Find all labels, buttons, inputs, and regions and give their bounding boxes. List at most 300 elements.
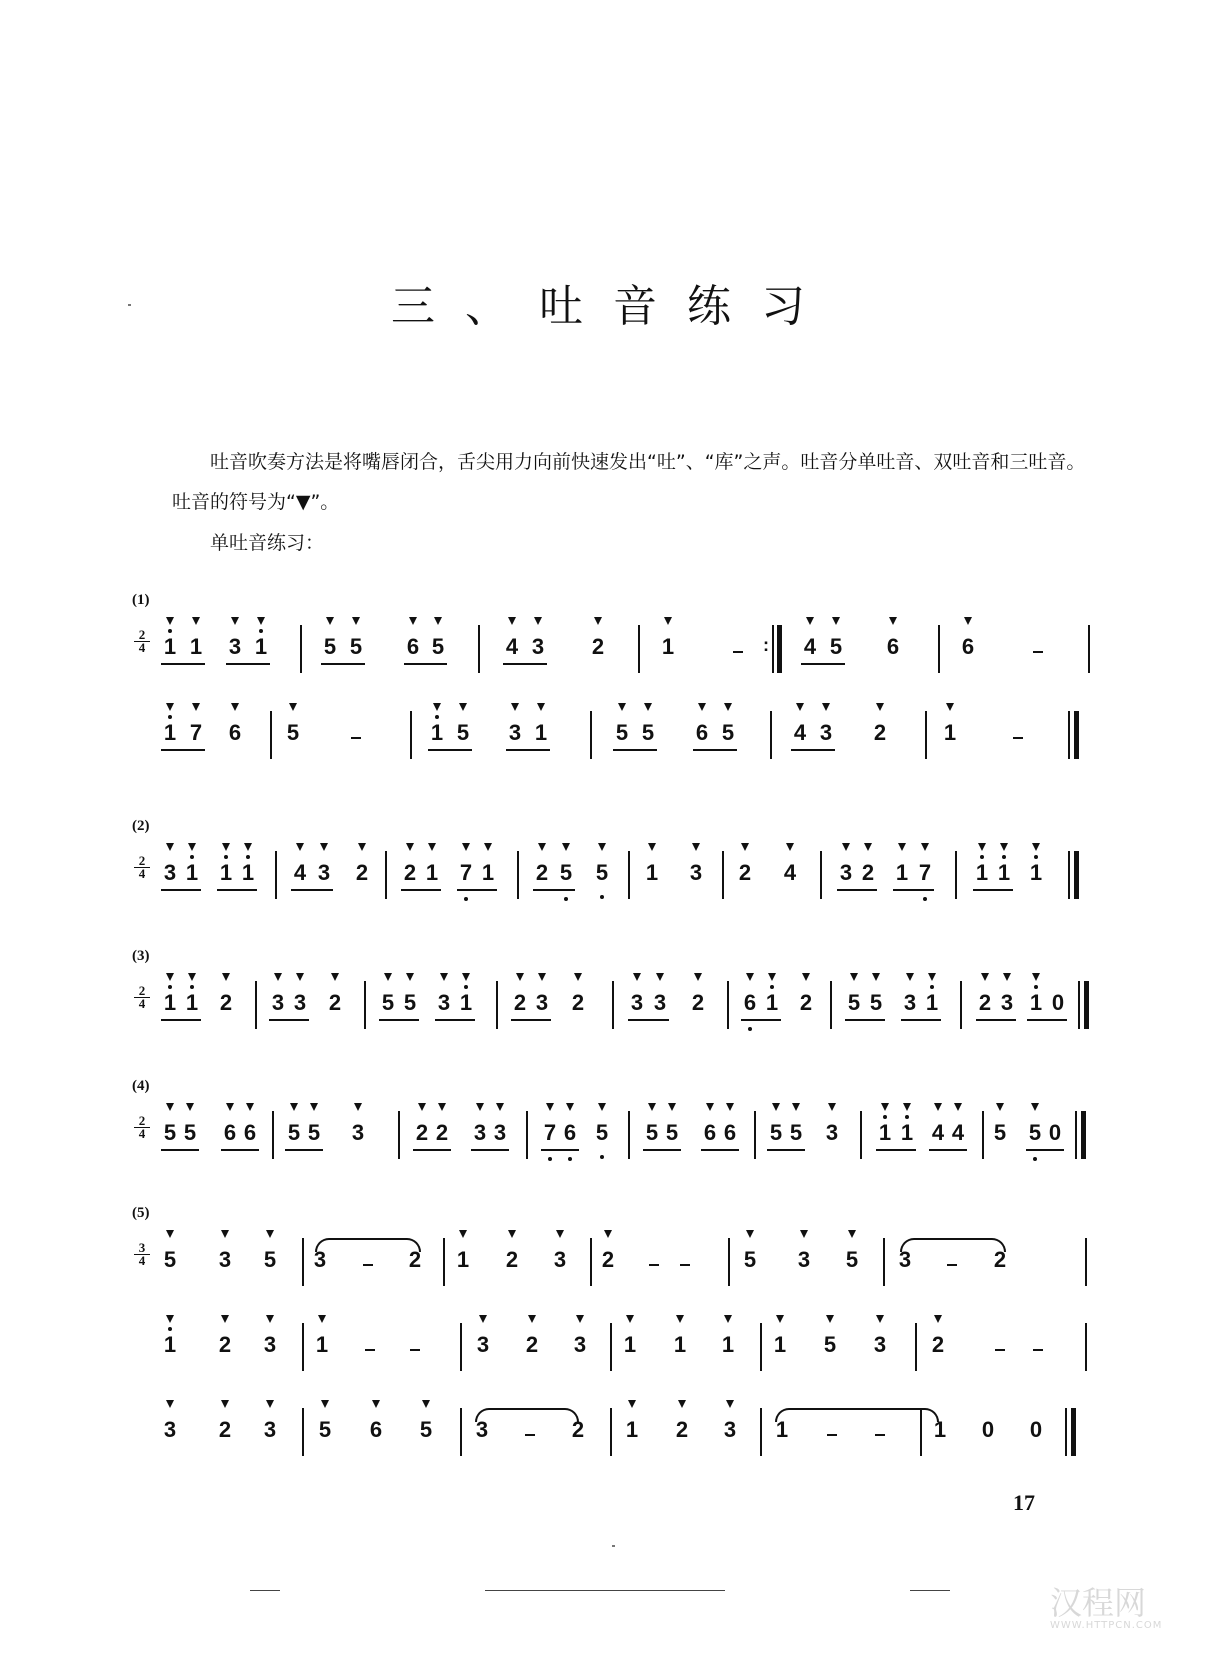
tongue-mark-icon xyxy=(576,1315,584,1323)
barline xyxy=(728,1238,730,1286)
tongue-mark-icon xyxy=(331,973,339,981)
tongue-mark-icon xyxy=(320,843,328,851)
tongue-mark-icon xyxy=(528,1315,536,1323)
eighth-underline xyxy=(1027,1019,1067,1021)
tongue-mark-icon xyxy=(628,1400,636,1408)
note-digit: 2 xyxy=(591,634,605,659)
note-digit: 1 xyxy=(623,1332,637,1357)
note-digit: 1 xyxy=(219,860,233,885)
eighth-underline xyxy=(221,1149,259,1151)
note-digit: 1 xyxy=(315,1332,329,1357)
note-digit: 1 xyxy=(241,860,255,885)
note-digit: 5 xyxy=(286,720,300,745)
eighth-underline xyxy=(217,889,257,891)
octave-dot-high-icon xyxy=(435,715,439,719)
tongue-mark-icon xyxy=(440,973,448,981)
note-digit: 3 xyxy=(535,990,549,1015)
tongue-mark-icon xyxy=(706,1103,714,1111)
tongue-mark-icon xyxy=(726,1400,734,1408)
note-digit: 2 xyxy=(535,860,549,885)
tongue-mark-icon xyxy=(648,843,656,851)
note-digit: 7 xyxy=(918,860,932,885)
tongue-mark-icon xyxy=(598,1103,606,1111)
footer-rule-center xyxy=(485,1590,725,1591)
tongue-mark-icon xyxy=(618,703,626,711)
extension-dash xyxy=(410,1349,420,1351)
note-digit: 1 xyxy=(900,1120,914,1145)
tongue-mark-icon xyxy=(954,1103,962,1111)
extension-dash xyxy=(525,1434,535,1436)
tongue-mark-icon xyxy=(222,843,230,851)
tongue-mark-icon xyxy=(594,617,602,625)
tongue-mark-icon xyxy=(274,973,282,981)
note-digit: 5 xyxy=(349,634,363,659)
tongue-mark-icon xyxy=(496,1103,504,1111)
tongue-mark-icon xyxy=(186,1103,194,1111)
note-digit: 5 xyxy=(769,1120,783,1145)
tongue-mark-icon xyxy=(479,1315,487,1323)
extension-dash xyxy=(1033,1349,1043,1351)
barline xyxy=(526,1111,528,1159)
note-digit: 1 xyxy=(775,1417,789,1442)
exercise-label: (1) xyxy=(132,592,150,608)
note-digit: 5 xyxy=(307,1120,321,1145)
note-digit: 4 xyxy=(803,634,817,659)
note-digit: 3 xyxy=(437,990,451,1015)
note-digit: 5 xyxy=(615,720,629,745)
eighth-underline xyxy=(613,749,657,751)
note-digit: 3 xyxy=(271,990,285,1015)
tongue-mark-icon xyxy=(792,1103,800,1111)
extension-dash xyxy=(365,1349,375,1351)
tongue-mark-icon xyxy=(826,1315,834,1323)
tongue-mark-icon xyxy=(534,617,542,625)
eighth-underline xyxy=(801,663,845,665)
eighth-underline xyxy=(976,1019,1016,1021)
eighth-underline xyxy=(269,1019,309,1021)
note-digit: 4 xyxy=(783,860,797,885)
octave-dot-low-icon xyxy=(600,895,604,899)
note-digit: 2 xyxy=(571,1417,585,1442)
barline xyxy=(385,851,387,899)
note-digit: 3 xyxy=(839,860,853,885)
eighth-underline xyxy=(533,889,575,891)
tongue-mark-icon xyxy=(290,1103,298,1111)
tongue-mark-icon xyxy=(978,843,986,851)
tongue-mark-icon xyxy=(384,973,392,981)
tongue-mark-icon xyxy=(537,703,545,711)
watermark-name: 汉程网 xyxy=(1050,1584,1147,1622)
note-digit: 5 xyxy=(595,1120,609,1145)
note-digit: 4 xyxy=(951,1120,965,1145)
tongue-mark-icon xyxy=(188,843,196,851)
note-digit: 5 xyxy=(183,1120,197,1145)
time-signature-denominator: 4 xyxy=(138,1253,146,1268)
repeat-barline xyxy=(772,625,774,673)
tongue-mark-icon xyxy=(231,703,239,711)
tongue-mark-icon xyxy=(409,617,417,625)
note-digit: 5 xyxy=(823,1332,837,1357)
scan-speck xyxy=(128,304,131,306)
eighth-underline xyxy=(693,749,737,751)
note-digit: 1 xyxy=(459,990,473,1015)
barline xyxy=(628,1111,630,1159)
octave-dot-high-icon xyxy=(1034,985,1038,989)
eighth-underline xyxy=(837,889,877,891)
barline xyxy=(722,851,724,899)
eighth-underline xyxy=(929,1149,967,1151)
barline xyxy=(398,1111,400,1159)
tongue-mark-icon xyxy=(678,1400,686,1408)
note-digit: 6 xyxy=(223,1120,237,1145)
note-digit: 1 xyxy=(673,1332,687,1357)
eighth-underline xyxy=(413,1149,451,1151)
tongue-mark-icon xyxy=(796,703,804,711)
tongue-mark-icon xyxy=(633,973,641,981)
eighth-underline xyxy=(161,1019,201,1021)
note-digit: 1 xyxy=(1029,860,1043,885)
barline xyxy=(1085,1323,1087,1371)
tongue-mark-icon xyxy=(433,703,441,711)
eighth-underline xyxy=(428,749,472,751)
tongue-mark-icon xyxy=(768,973,776,981)
barline xyxy=(478,625,480,673)
note-digit: 3 xyxy=(553,1247,567,1272)
tongue-mark-icon xyxy=(800,1230,808,1238)
final-barline xyxy=(1078,981,1080,1029)
tongue-mark-icon xyxy=(934,1103,942,1111)
note-digit: 3 xyxy=(797,1247,811,1272)
octave-dot-low-icon xyxy=(548,1157,552,1161)
barline xyxy=(255,981,257,1029)
note-digit: 1 xyxy=(534,720,548,745)
tongue-mark-icon xyxy=(434,617,442,625)
note-digit: 5 xyxy=(721,720,735,745)
note-digit: 2 xyxy=(408,1247,422,1272)
note-digit: 1 xyxy=(1029,990,1043,1015)
time-signature-numerator: 2 xyxy=(134,1115,150,1128)
octave-dot-low-icon xyxy=(1033,1157,1037,1161)
octave-dot-high-icon xyxy=(905,1115,909,1119)
note-digit: 3 xyxy=(531,634,545,659)
note-digit: 1 xyxy=(456,1247,470,1272)
eighth-underline xyxy=(291,889,333,891)
tongue-mark-icon xyxy=(898,843,906,851)
note-digit: 5 xyxy=(1028,1120,1042,1145)
note-digit: 1 xyxy=(721,1332,735,1357)
extension-dash xyxy=(680,1264,690,1266)
barline xyxy=(770,711,772,759)
barline xyxy=(275,851,277,899)
tongue-mark-icon xyxy=(266,1315,274,1323)
note-digit: 3 xyxy=(825,1120,839,1145)
note-digit: 5 xyxy=(869,990,883,1015)
octave-dot-high-icon xyxy=(168,715,172,719)
tongue-mark-icon xyxy=(664,617,672,625)
tongue-mark-icon xyxy=(511,703,519,711)
tongue-mark-icon xyxy=(326,617,334,625)
barline xyxy=(302,1408,304,1456)
eighth-underline xyxy=(893,889,934,891)
barline xyxy=(517,851,519,899)
eighth-underline xyxy=(845,1019,885,1021)
octave-dot-high-icon xyxy=(770,985,774,989)
note-digit: 1 xyxy=(645,860,659,885)
note-digit: 3 xyxy=(163,1417,177,1442)
note-digit: 2 xyxy=(993,1247,1007,1272)
note-digit: 2 xyxy=(861,860,875,885)
tongue-mark-icon xyxy=(648,1103,656,1111)
note-digit: 3 xyxy=(1000,990,1014,1015)
tongue-mark-icon xyxy=(889,617,897,625)
tongue-mark-icon xyxy=(676,1315,684,1323)
tongue-mark-icon xyxy=(1032,843,1040,851)
note-digit: 1 xyxy=(895,860,909,885)
tongue-mark-icon xyxy=(231,617,239,625)
barline xyxy=(925,711,927,759)
barline xyxy=(364,981,366,1029)
staff-row xyxy=(130,843,1090,903)
tongue-mark-icon xyxy=(257,617,265,625)
note-digit: 3 xyxy=(903,990,917,1015)
tongue-mark-icon xyxy=(188,973,196,981)
staff-row xyxy=(130,1230,1090,1290)
tongue-mark-icon xyxy=(604,1230,612,1238)
tongue-mark-icon xyxy=(166,1230,174,1238)
extension-dash xyxy=(733,651,743,653)
tongue-mark-icon xyxy=(266,1230,274,1238)
octave-dot-high-icon xyxy=(190,985,194,989)
note-digit: 3 xyxy=(723,1417,737,1442)
tongue-mark-icon xyxy=(656,973,664,981)
time-signature-denominator: 4 xyxy=(138,640,146,655)
note-digit: 7 xyxy=(189,720,203,745)
tongue-mark-icon xyxy=(786,843,794,851)
tongue-mark-icon xyxy=(289,703,297,711)
watermark-url: WWW.HTTPCN.COM xyxy=(1050,1620,1163,1631)
tongue-mark-icon xyxy=(741,843,749,851)
barline xyxy=(590,1238,592,1286)
note-digit: 6 xyxy=(886,634,900,659)
note-digit: 1 xyxy=(189,634,203,659)
note-digit: 1 xyxy=(997,860,1011,885)
note-digit: 6 xyxy=(695,720,709,745)
tongue-mark-icon xyxy=(221,1400,229,1408)
octave-dot-low-icon xyxy=(600,1155,604,1159)
note-digit: 2 xyxy=(435,1120,449,1145)
time-signature-numerator: 2 xyxy=(134,985,150,998)
note-digit: 3 xyxy=(313,1247,327,1272)
note-digit: 5 xyxy=(665,1120,679,1145)
tongue-mark-icon xyxy=(246,1103,254,1111)
barline xyxy=(938,625,940,673)
final-barline xyxy=(1068,851,1070,899)
note-digit: 2 xyxy=(403,860,417,885)
note-digit: 2 xyxy=(675,1417,689,1442)
note-digit: 1 xyxy=(425,860,439,885)
note-digit: 1 xyxy=(765,990,779,1015)
note-digit: 6 xyxy=(723,1120,737,1145)
eighth-underline xyxy=(628,1019,669,1021)
octave-dot-high-icon xyxy=(883,1115,887,1119)
note-digit: 3 xyxy=(475,1417,489,1442)
tongue-mark-icon xyxy=(934,1315,942,1323)
barline xyxy=(915,1323,917,1371)
time-signature-denominator: 4 xyxy=(138,1126,146,1141)
eighth-underline xyxy=(161,663,205,665)
tongue-mark-icon xyxy=(724,1315,732,1323)
barline xyxy=(960,981,962,1029)
extension-dash xyxy=(1033,651,1043,653)
page-title: 三、吐音练习 xyxy=(391,281,835,332)
tongue-mark-icon xyxy=(462,973,470,981)
note-digit: 5 xyxy=(381,990,395,1015)
barline xyxy=(982,1111,984,1159)
tongue-mark-icon xyxy=(508,617,516,625)
extension-dash xyxy=(1013,737,1023,739)
tongue-mark-icon xyxy=(850,973,858,981)
tongue-mark-icon xyxy=(694,973,702,981)
tongue-mark-icon xyxy=(842,843,850,851)
note-digit: 5 xyxy=(829,634,843,659)
tongue-mark-icon xyxy=(166,1400,174,1408)
eighth-underline xyxy=(876,1149,916,1151)
extension-dash xyxy=(363,1264,373,1266)
note-digit: 6 xyxy=(406,634,420,659)
note-digit: 4 xyxy=(293,860,307,885)
note-digit: 3 xyxy=(228,634,242,659)
extension-dash xyxy=(947,1264,957,1266)
tongue-mark-icon xyxy=(266,1400,274,1408)
tongue-mark-icon xyxy=(484,843,492,851)
tongue-mark-icon xyxy=(832,617,840,625)
tongue-mark-icon xyxy=(668,1103,676,1111)
tongue-mark-icon xyxy=(928,973,936,981)
tongue-mark-icon xyxy=(1032,973,1040,981)
barline xyxy=(760,1323,762,1371)
note-digit: 6 xyxy=(961,634,975,659)
tongue-mark-icon xyxy=(644,703,652,711)
note-digit: 5 xyxy=(403,990,417,1015)
time-signature xyxy=(134,629,150,654)
octave-dot-low-icon xyxy=(564,897,568,901)
tongue-mark-icon xyxy=(746,973,754,981)
eighth-underline xyxy=(321,663,365,665)
note-digit: 5 xyxy=(845,1247,859,1272)
note-digit: 2 xyxy=(218,1417,232,1442)
tongue-mark-icon xyxy=(546,1103,554,1111)
barline xyxy=(590,711,592,759)
eighth-underline xyxy=(285,1149,323,1151)
tongue-mark-icon xyxy=(459,703,467,711)
note-digit: 1 xyxy=(773,1332,787,1357)
barline xyxy=(955,851,957,899)
note-digit: 2 xyxy=(355,860,369,885)
staff-row xyxy=(130,617,1090,677)
tongue-mark-icon xyxy=(352,617,360,625)
octave-dot-high-icon xyxy=(1002,855,1006,859)
final-barline xyxy=(1065,1408,1067,1456)
tongue-mark-icon xyxy=(321,1400,329,1408)
barline xyxy=(820,851,822,899)
note-digit: 6 xyxy=(243,1120,257,1145)
tongue-mark-icon xyxy=(964,617,972,625)
tongue-mark-icon xyxy=(406,973,414,981)
extension-dash xyxy=(649,1264,659,1266)
note-digit: 3 xyxy=(263,1332,277,1357)
note-digit: 2 xyxy=(218,1332,232,1357)
note-digit: 3 xyxy=(293,990,307,1015)
octave-dot-high-icon xyxy=(259,629,263,633)
final-barline xyxy=(1068,711,1070,759)
note-digit: 2 xyxy=(978,990,992,1015)
barline xyxy=(610,1408,612,1456)
barline xyxy=(860,1111,862,1159)
barline xyxy=(300,625,302,673)
note-digit: 6 xyxy=(369,1417,383,1442)
tongue-mark-icon xyxy=(422,1400,430,1408)
tongue-mark-icon xyxy=(166,1315,174,1323)
barline xyxy=(628,851,630,899)
tongue-mark-icon xyxy=(296,973,304,981)
tongue-mark-icon xyxy=(221,1230,229,1238)
staff-row xyxy=(130,1315,1090,1375)
note-digit: 3 xyxy=(653,990,667,1015)
note-digit: 2 xyxy=(799,990,813,1015)
tie-slur xyxy=(775,1408,939,1422)
barline xyxy=(612,981,614,1029)
eighth-underline xyxy=(511,1019,551,1021)
tongue-mark-icon xyxy=(310,1103,318,1111)
section-heading: 单吐音练习： xyxy=(210,532,325,554)
tongue-mark-icon xyxy=(222,973,230,981)
note-digit: 0 xyxy=(1048,1120,1062,1145)
eighth-underline xyxy=(435,1019,475,1021)
tongue-mark-icon xyxy=(626,1315,634,1323)
barline xyxy=(610,1323,612,1371)
note-digit: 3 xyxy=(493,1120,507,1145)
note-digit: 3 xyxy=(573,1332,587,1357)
tongue-mark-icon xyxy=(746,1230,754,1238)
tongue-mark-icon xyxy=(166,703,174,711)
tongue-mark-icon xyxy=(166,843,174,851)
note-digit: 6 xyxy=(743,990,757,1015)
note-digit: 2 xyxy=(328,990,342,1015)
barline xyxy=(443,1238,445,1286)
tongue-mark-icon xyxy=(598,843,606,851)
tongue-mark-icon xyxy=(166,1103,174,1111)
tongue-mark-icon xyxy=(906,973,914,981)
octave-dot-low-icon xyxy=(568,1157,572,1161)
footer-rule-right xyxy=(910,1590,950,1591)
octave-dot-low-icon xyxy=(748,1027,752,1031)
octave-dot-high-icon xyxy=(168,629,172,633)
time-signature xyxy=(134,1115,150,1140)
note-digit: 3 xyxy=(263,1417,277,1442)
note-digit: 4 xyxy=(505,634,519,659)
note-digit: 3 xyxy=(873,1332,887,1357)
note-digit: 3 xyxy=(351,1120,365,1145)
tongue-mark-icon xyxy=(476,1103,484,1111)
tongue-mark-icon xyxy=(1031,1103,1039,1111)
octave-dot-high-icon xyxy=(224,855,228,859)
note-digit: 7 xyxy=(543,1120,557,1145)
staff-row xyxy=(130,973,1090,1033)
eighth-underline xyxy=(791,749,835,751)
barline xyxy=(754,1111,756,1159)
note-digit: 1 xyxy=(925,990,939,1015)
tongue-mark-icon xyxy=(372,1400,380,1408)
